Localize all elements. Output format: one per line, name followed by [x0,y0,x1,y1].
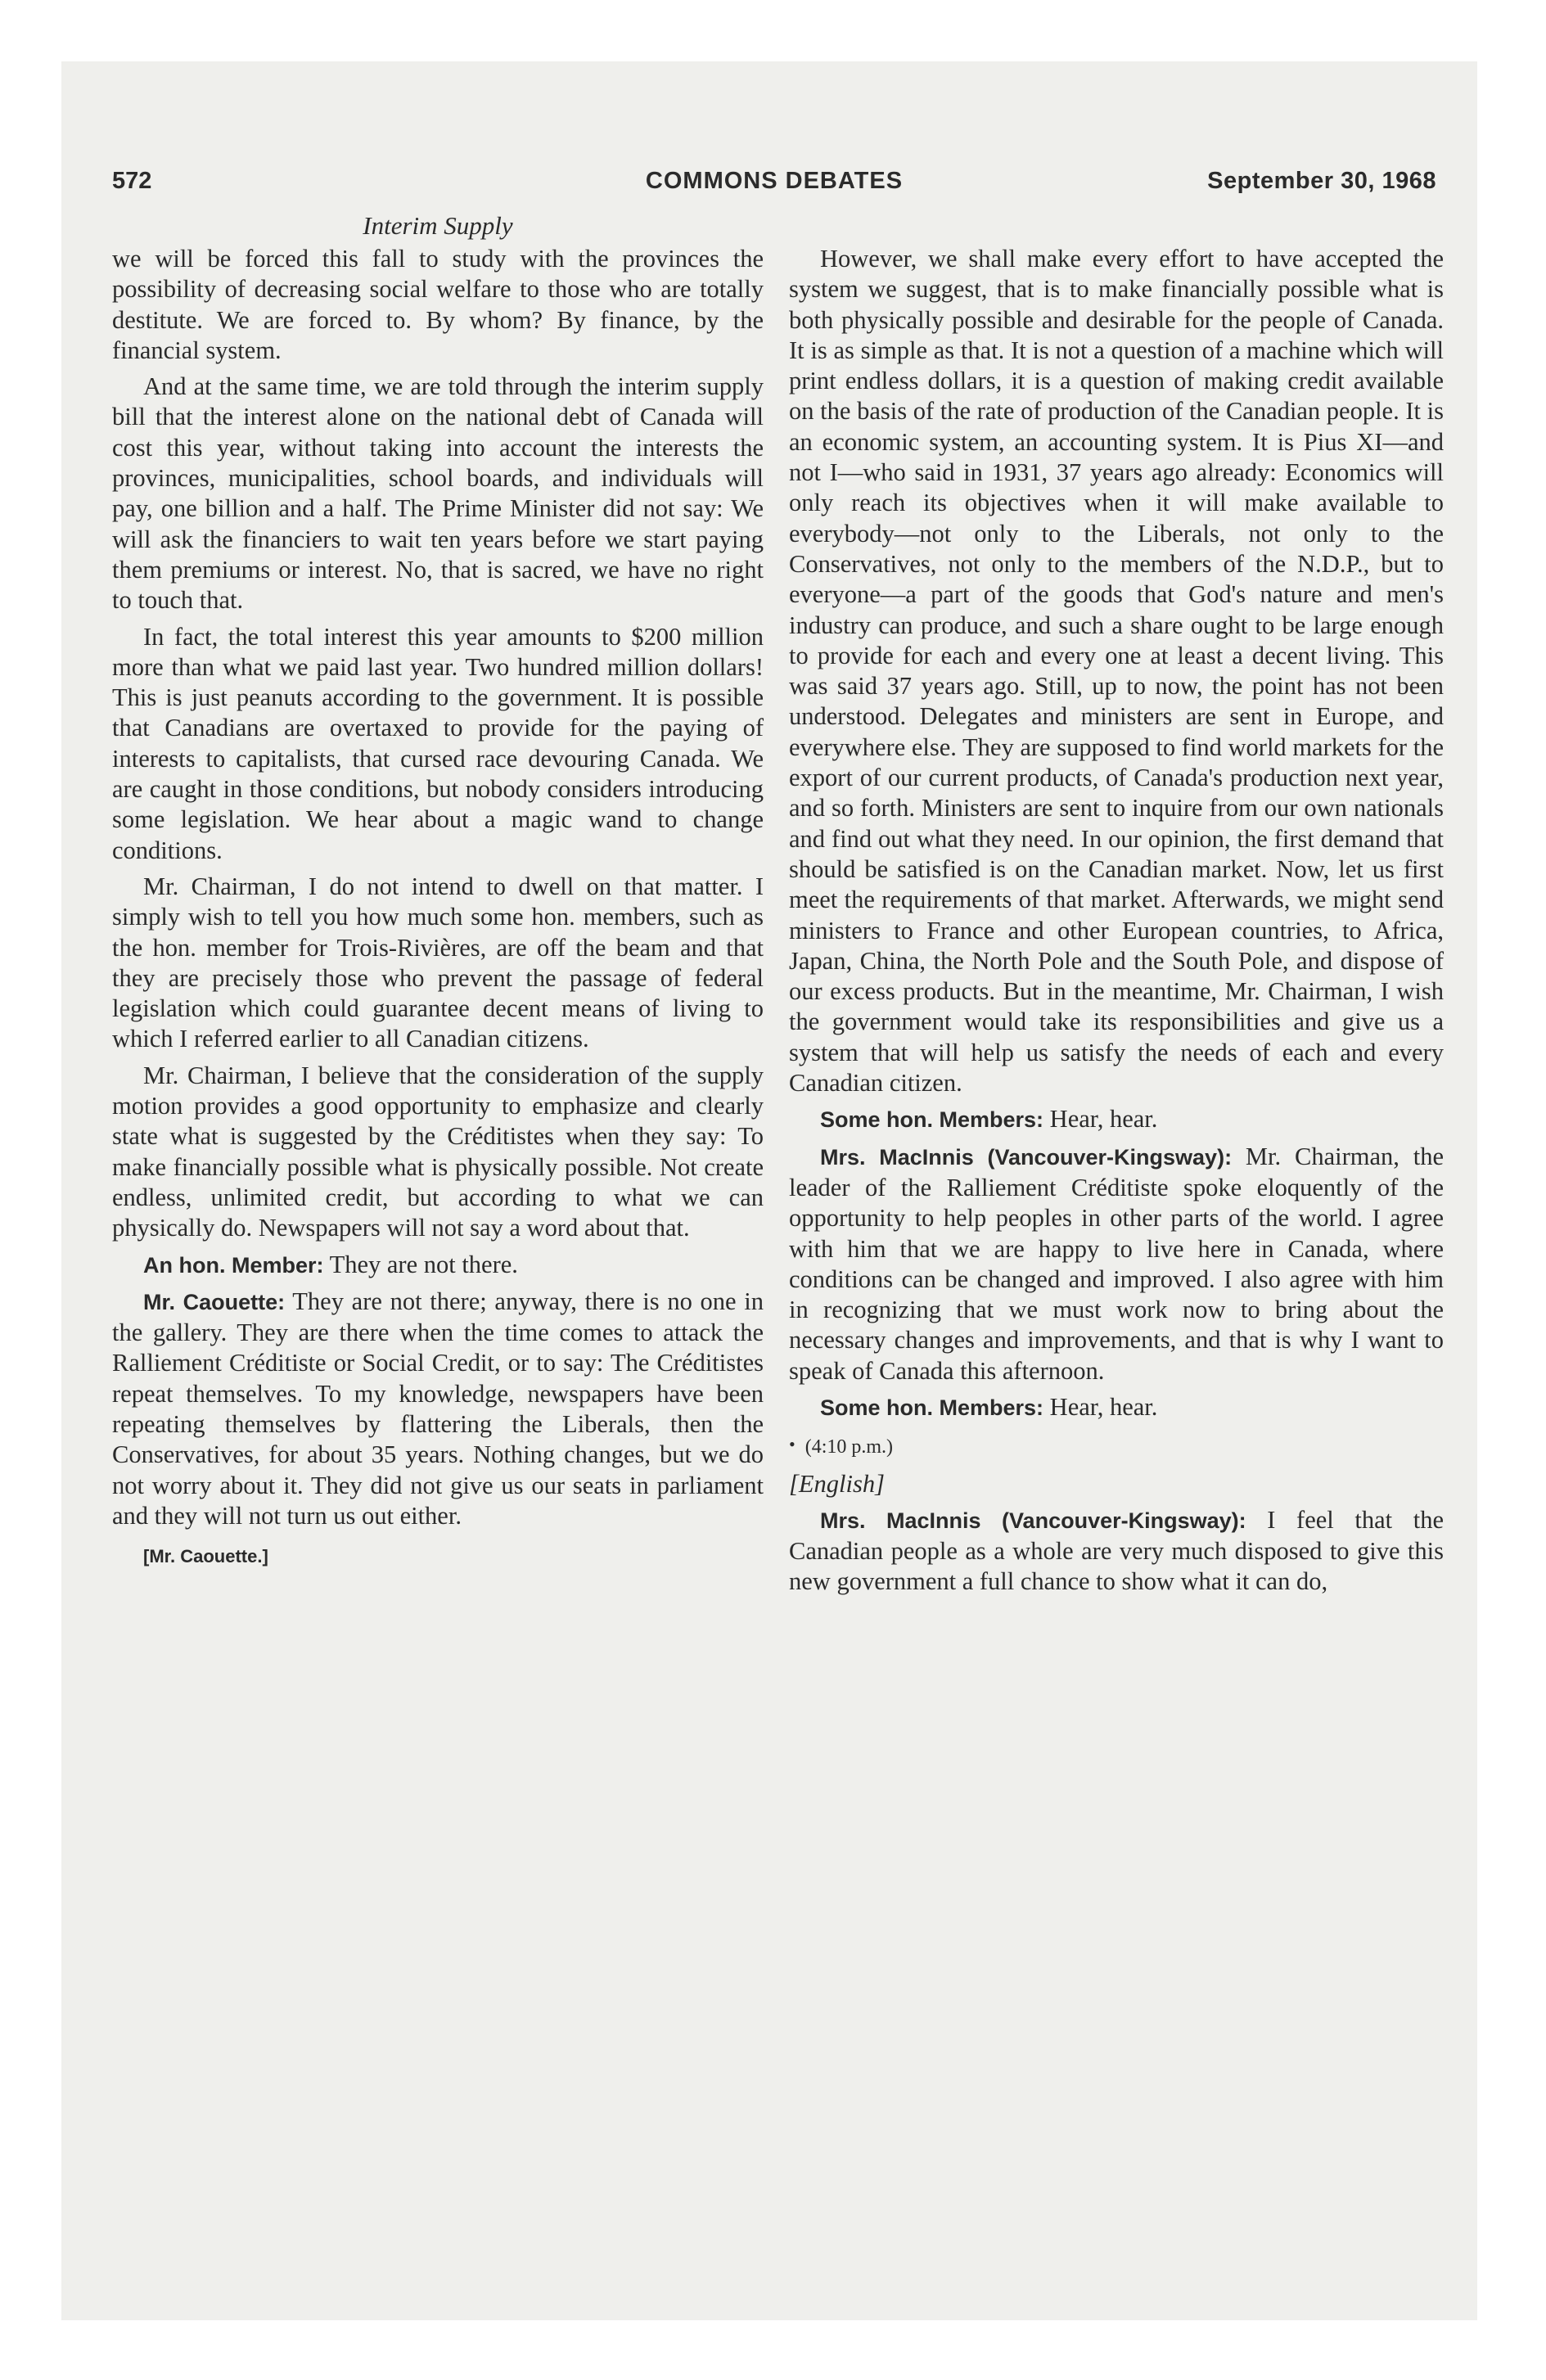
speech [112,1250,764,1281]
paragraph: we will be forced this fall to study with the provinces the possibility of decreasing social welfare to those who are totally destitute. We are forced to. By whom? By finance, by the financial system. [112,245,764,364]
speech [112,1287,764,1531]
timestamp-text: (4:10 p.m.) [805,1436,894,1458]
speech-text: They are not there. [329,1250,518,1278]
speech-text: Hear, hear. [1049,1392,1158,1421]
time-stamp [789,1429,1444,1463]
language-note: [English] [789,1469,885,1498]
speaker-name: Some hon. Members: [820,1395,1044,1420]
section-title: Interim Supply [363,211,513,240]
speech-text: Hear, hear. [1049,1105,1158,1134]
bullet-icon: • [789,1434,796,1455]
speaker-name: Some hon. Members: [820,1107,1044,1133]
paragraph: And at the same time, we are told through the interim supply bill that the interest alone on the national debt of Canada will cost this year, without taking into account the interests the provinces, municipalities, school boards, and individuals will pay, one billion and a half. The Prime Minister did not say: We will ask the financiers to wait ten years before we start paying them premiums or interest. No, that is sacred, we have no right to touch that. [112,372,764,615]
paragraph: Mr. Chairman, I do not intend to dwell on that matter. I simply wish to tell you how much some hon. members, such as the hon. member for Trois-Rivières, are off the beam and that they are precisely those who prevent the passage of federal legislation which could guarantee decent means of living to which I referred earlier to all Canadian citizens. [112,872,764,1053]
paragraph: In fact, the total interest this year amounts to $200 million more than what we paid last year. Two hundred million dollars! This is just peanuts according to the government. It is possible that Canadians are overtaxed to provide for the paying of interests to capitalists, that cursed race devouring Canada. We are caught in those conditions, but nobody considers introducing some legislation. We hear about a magic wand to change conditions. [112,622,764,864]
speech [789,1142,1444,1386]
page-header [112,168,1436,209]
speech-text: I feel that the Canadian people as a whole are very much disposed to give this new government a full chance to show what it can do, [789,1505,1445,1596]
right-column [789,244,1444,1603]
speech [789,1505,1444,1598]
speech-text: Mr. Chairman, the leader of the Ralliement Créditiste spoke eloquently of the opportunity to help peoples in other parts of the world. I agree with him that we are happy to live here in Canada, where conditions can be changed and improved. I also agree with him in recognizing that we must work now to bring about the necessary changes and improvements, and that is why I want to speak of Canada this afternoon. [789,1142,1444,1385]
page-number: 572 [112,168,152,194]
speaker-name: Mr. Caouette: [143,1289,286,1314]
speech [789,1392,1444,1423]
paragraph: Mr. Chairman, I believe that the consideration of the supply motion provides a good opportunity to emphasize and clearly state what is suggested by the Créditistes when they say: To make financially possible what is physically possible. Not create endless, unlimited credit, but according to what we can physically do. Newspapers will not say a word about that. [112,1061,764,1242]
speaker-credit: [Mr. Caouette.] [143,1546,268,1567]
speech [789,1104,1444,1135]
speaker-name: Mrs. MacInnis (Vancouver-Kingsway): [820,1144,1233,1170]
paragraph: However, we shall make every effort to have accepted the system we suggest, that is to make financially possible what is both physically possible and desirable for the people of Canada. It is as simple as that. It is not a question of a machine which will print endless dollars, it is a question of making credit available on the basis of the rate of production of the Canadian people. It is an economic system, an accounting system. It is Pius XI—and not I—who said in 1931, 37 years ago already: Economics will only reach its objectives when it will make available to everybody—not only to the Liberals, not only to the Conservatives, not only to the members of the N.D.P., but to everyone—a part of the goods that God's nature and men's industry can produce, and such a share ought to be large enough to provide for each and every one at least a decent living. This was said 37 years ago. Still, up to now, the point has not been understood. Delegates and ministers are sent in Europe, and everywhere else. They are supposed to find world markets for the export of our current products, of Canada's production next year, and so forth. Ministers are sent to inquire from our own nationals and find out what they need. In our opinion, the first demand that should be satisfied is on the Canadian market. Now, let us first meet the requirements of that market. Afterwards, we might send ministers to France and other European countries, to Africa, Japan, China, the North Pole and the South Pole, and dispose of our excess products. But in the meantime, Mr. Chairman, I wish the government would take its responsibilities and give us a system that will help us satisfy the needs of each and every Canadian citizen. [789,245,1444,1098]
journal-title: COMMONS DEBATES [645,168,904,194]
speaker-name: An hon. Member: [143,1252,324,1278]
left-column [112,244,764,1577]
page-date: September 30, 1968 [1207,168,1436,194]
speech-text: They are not there; anyway, there is no one in the gallery. They are there when the time comes to attack the Ralliement Créditiste or Social Credit, or to say: The Créditistes repeat themselves. To my knowledge, newspapers have been repeating themselves by flattering the Liberals, then the Conservatives, for about 35 years. Nothing changes, but we do not worry about it. They did not give us our seats in parliament and they will not turn us out either. [112,1287,764,1530]
speaker-name: Mrs. MacInnis (Vancouver-Kingsway): [820,1508,1246,1533]
